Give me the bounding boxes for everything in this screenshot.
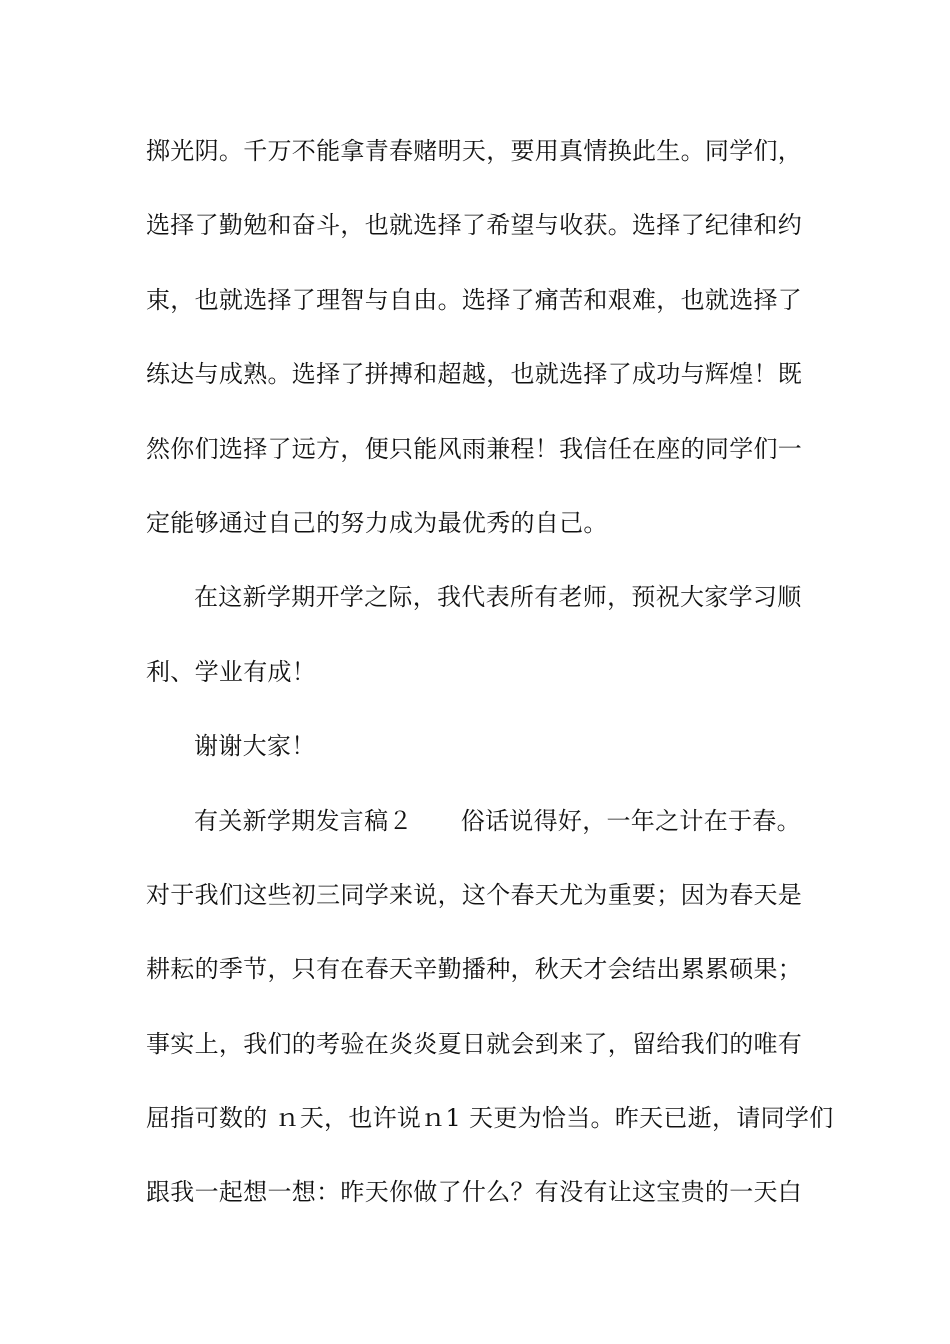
text-line: 选择了勤勉和奋斗，也就选择了希望与收获。选择了纪律和约 — [146, 211, 803, 240]
text-line: 屈指可数的 ｎ天，也许说ｎ1 天更为恰当。昨天已逝，请同学们 — [146, 1104, 834, 1133]
section-opening-text: 俗话说得好，一年之计在于春。 — [460, 806, 801, 835]
text-line: 定能够通过自己的努力成为最优秀的自己。 — [146, 508, 608, 537]
text-line: 练达与成熟。选择了拼搏和超越，也就选择了成功与辉煌！既 — [146, 360, 803, 389]
text-line: 谢谢大家！ — [194, 732, 316, 761]
text-line: 对于我们这些初三同学来说，这个春天尤为重要；因为春天是 — [146, 880, 803, 909]
text-line: 耕耘的季节，只有在春天辛勤播种，秋天才会结出累累硕果； — [146, 955, 803, 984]
section-heading-line — [146, 797, 812, 871]
text-line: 在这新学期开学之际，我代表所有老师，预祝大家学习顺 — [194, 583, 802, 612]
text-line: 然你们选择了远方，便只能风雨兼程！我信任在座的同学们一 — [146, 434, 803, 463]
section-title: 有关新学期发言稿２ — [194, 806, 413, 835]
text-line: 利、学业有成！ — [146, 657, 317, 686]
text-line: 掷光阴。千万不能拿青春赌明天，要用真情换此生。同学们， — [146, 137, 803, 165]
document-body — [146, 127, 834, 1243]
text-line: 跟我一起想一想：昨天你做了什么？有没有让这宝贵的一天白 — [146, 1178, 803, 1207]
text-line: 事实上，我们的考验在炎炎夏日就会到来了，留给我们的唯有 — [146, 1029, 803, 1058]
text-line: 束，也就选择了理智与自由。选择了痛苦和艰难，也就选择了 — [146, 285, 803, 314]
